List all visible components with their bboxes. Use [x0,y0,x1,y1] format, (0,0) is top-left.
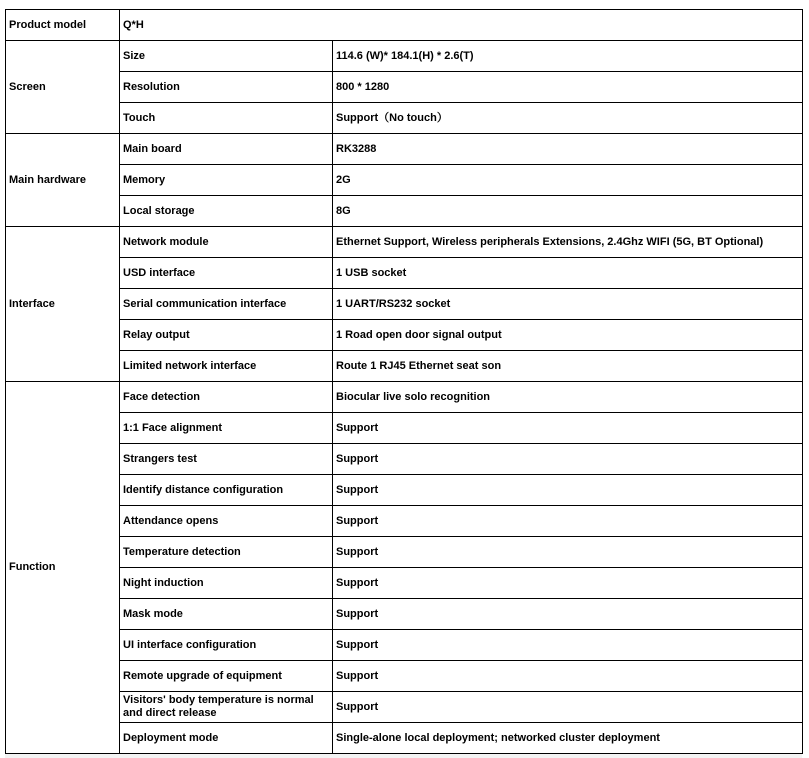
header-row [6,10,803,41]
table-row [6,661,803,692]
feature-cell: Main board [120,134,333,165]
value-cell: RK3288 [333,134,803,165]
feature-cell: Night induction [120,568,333,599]
table-row [6,568,803,599]
product-model-value: Q*H [120,10,803,41]
value-cell: 8G [333,196,803,227]
feature-cell: Relay output [120,320,333,351]
feature-cell: Strangers test [120,444,333,475]
table-row [6,723,803,754]
table-row [6,196,803,227]
feature-cell: Remote upgrade of equipment [120,661,333,692]
table-row [6,444,803,475]
feature-cell: Touch [120,103,333,134]
value-cell: Support [333,506,803,537]
value-cell: Route 1 RJ45 Ethernet seat son [333,351,803,382]
feature-cell: Face detection [120,382,333,413]
value-cell: 1 UART/RS232 socket [333,289,803,320]
table-row [6,134,803,165]
feature-cell: Local storage [120,196,333,227]
table-row [6,103,803,134]
value-cell: Ethernet Support, Wireless peripherals Extensions, 2.4Ghz WIFI (5G, BT Optional) [333,227,803,258]
table-row [6,599,803,630]
feature-cell: Visitors' body temperature is normal and direct release [120,692,333,723]
table-row [6,537,803,568]
feature-cell: Identify distance configuration [120,475,333,506]
feature-cell: Memory [120,165,333,196]
group-label: Main hardware [6,134,120,227]
feature-cell: UI interface configuration [120,630,333,661]
value-cell: Support [333,692,803,723]
feature-cell: Serial communication interface [120,289,333,320]
value-cell: Support [333,661,803,692]
value-cell: Single-alone local deployment; networked cluster deployment [333,723,803,754]
value-cell: Support [333,568,803,599]
table-row [6,413,803,444]
value-cell: 1 Road open door signal output [333,320,803,351]
feature-cell: USD interface [120,258,333,289]
feature-cell: Temperature detection [120,537,333,568]
table-row [6,382,803,413]
value-cell: 1 USB socket [333,258,803,289]
feature-cell: Mask mode [120,599,333,630]
value-cell: 800 * 1280 [333,72,803,103]
feature-cell: Attendance opens [120,506,333,537]
value-cell: Support [333,630,803,661]
feature-cell: Network module [120,227,333,258]
feature-cell: Resolution [120,72,333,103]
value-cell: Support [333,444,803,475]
table-row [6,258,803,289]
value-cell: 2G [333,165,803,196]
value-cell: Biocular live solo recognition [333,382,803,413]
value-cell: Support [333,413,803,444]
table-row [6,320,803,351]
group-label: Function [6,382,120,754]
value-cell: 114.6 (W)* 184.1(H) * 2.6(T) [333,41,803,72]
table-row [6,351,803,382]
table-row [6,289,803,320]
table-row [6,41,803,72]
table-row [6,630,803,661]
feature-cell: Limited network interface [120,351,333,382]
value-cell: Support [333,475,803,506]
value-cell: Support（No touch） [333,103,803,134]
feature-cell: Size [120,41,333,72]
spec-table-body [6,10,803,754]
feature-cell: Deployment mode [120,723,333,754]
value-cell: Support [333,599,803,630]
value-cell: Support [333,537,803,568]
bottom-divider [5,754,802,758]
table-row [6,506,803,537]
table-row [6,72,803,103]
table-row [6,227,803,258]
table-row [6,165,803,196]
feature-cell: 1:1 Face alignment [120,413,333,444]
table-row [6,692,803,723]
product-model-label: Product model [6,10,120,41]
group-label: Screen [6,41,120,134]
group-label: Interface [6,227,120,382]
table-row [6,475,803,506]
spec-table [5,9,803,754]
